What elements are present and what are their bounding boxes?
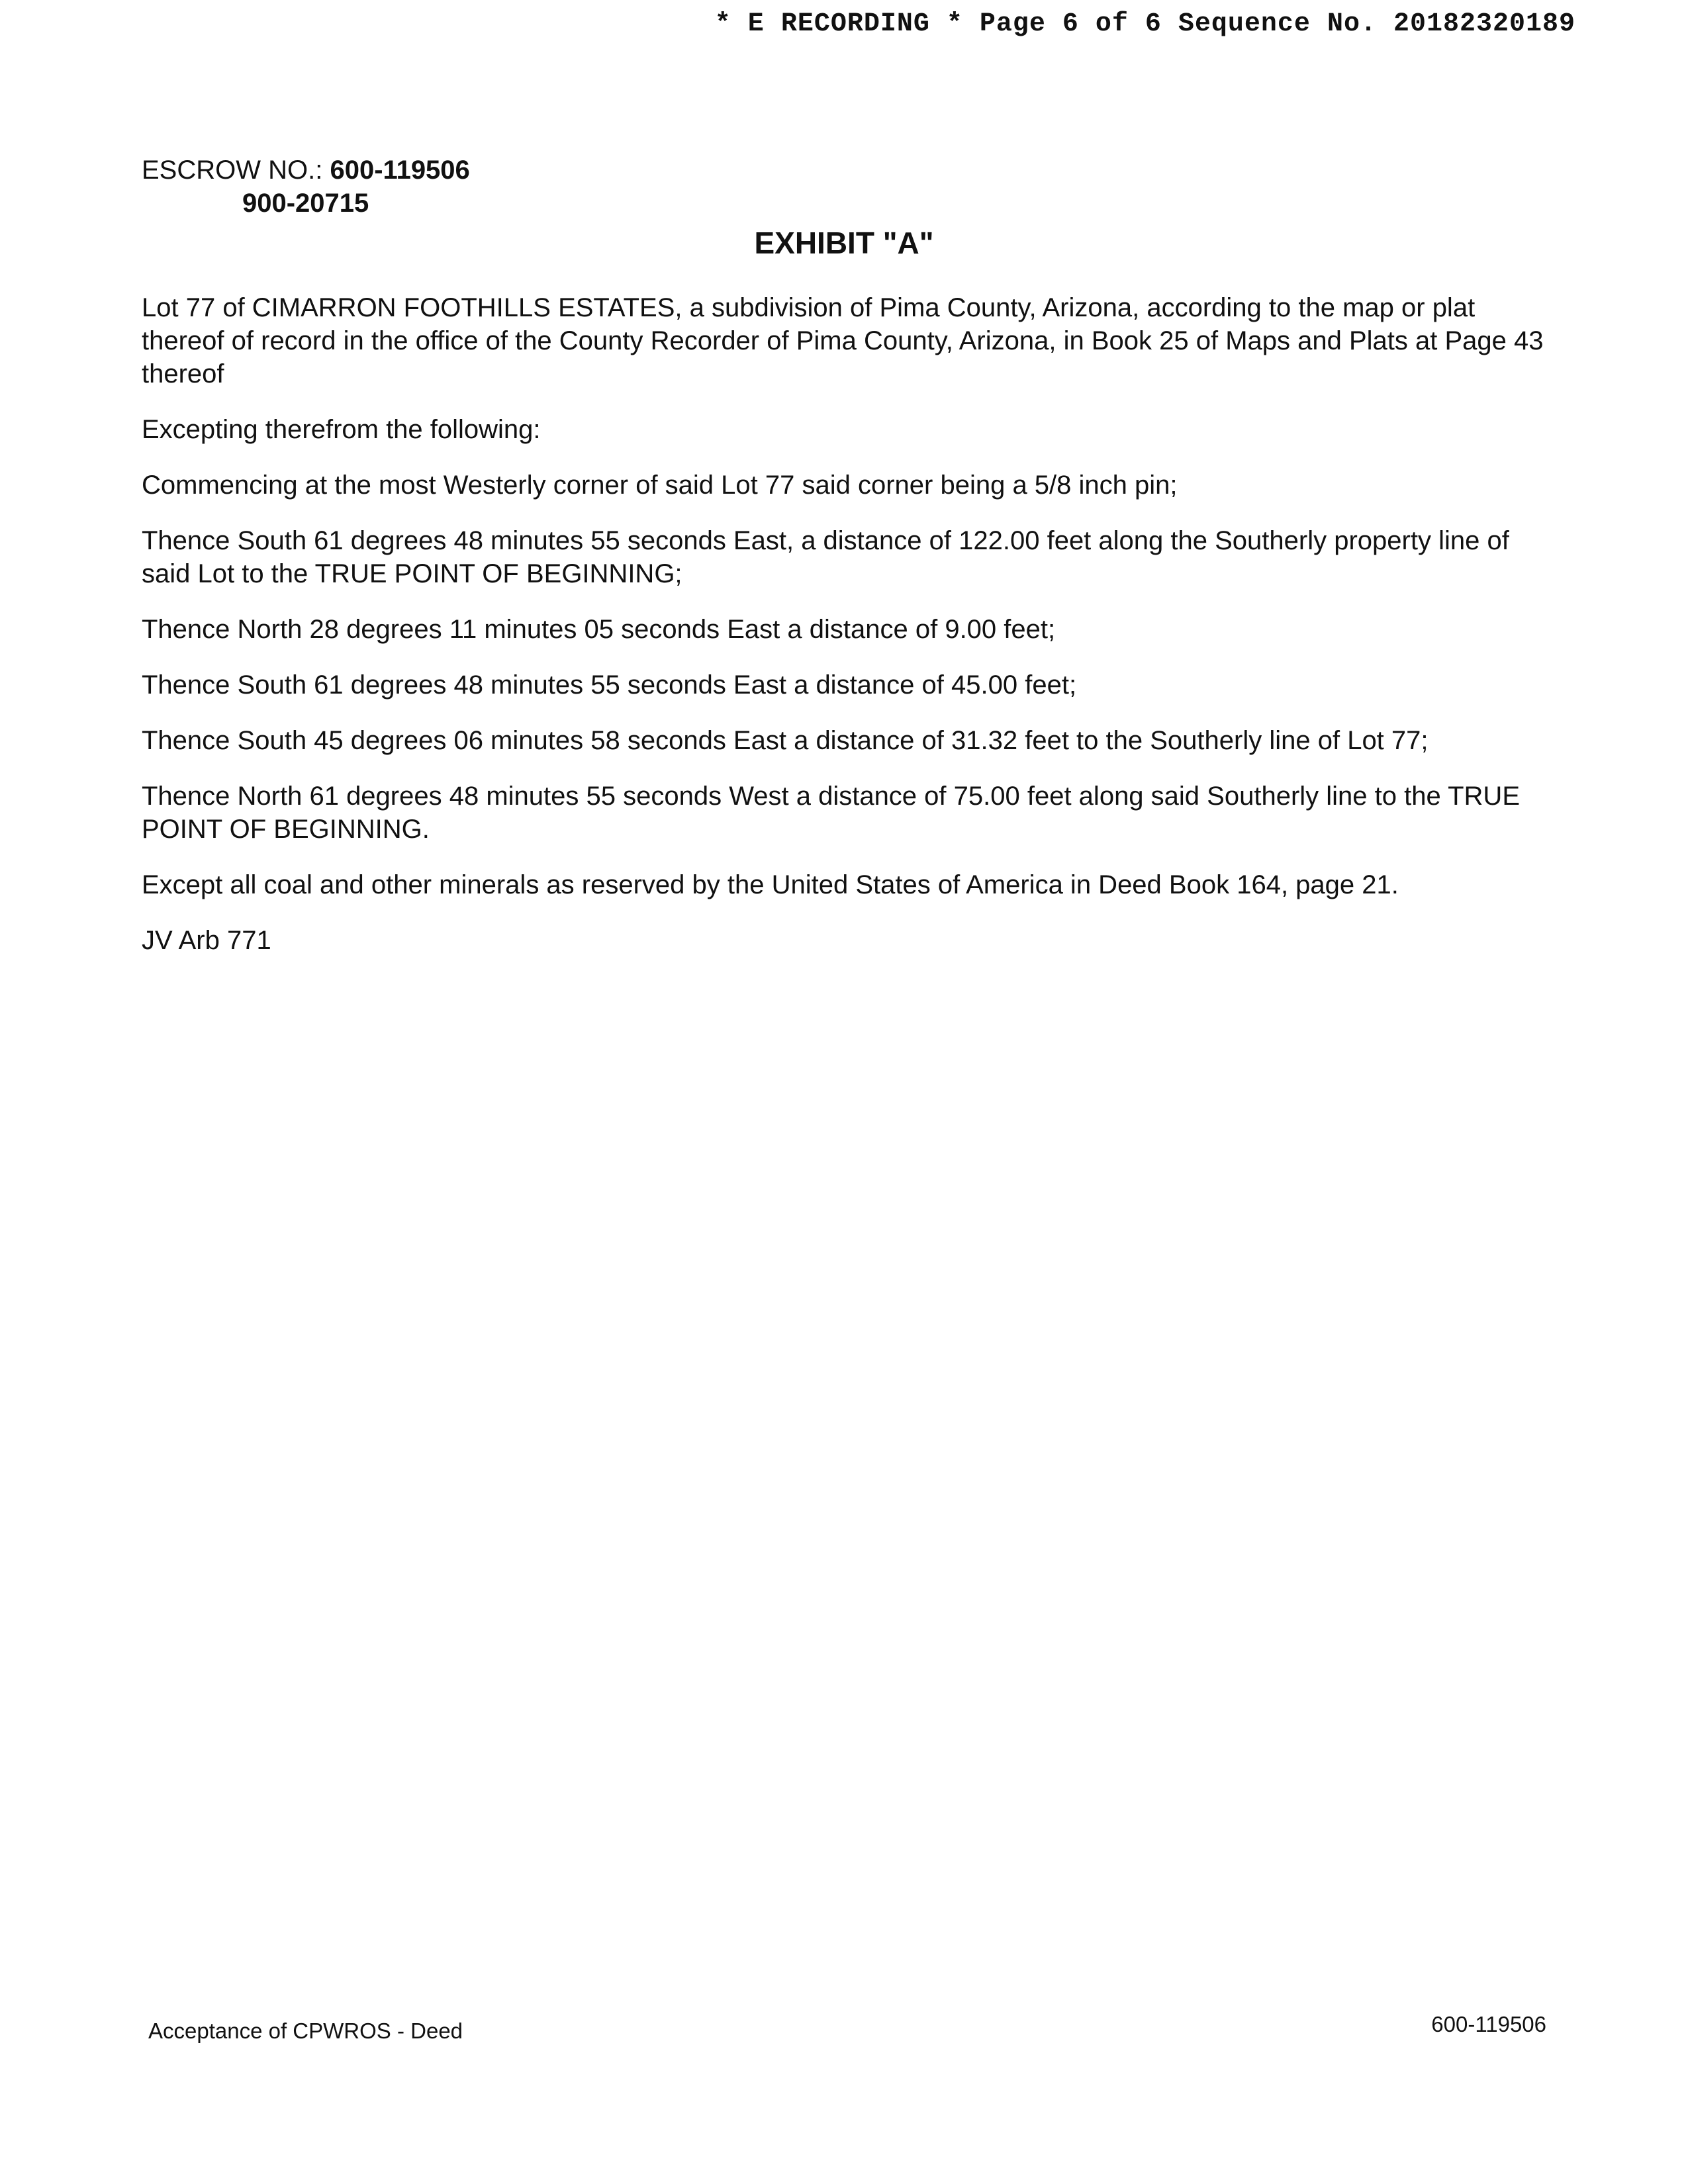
footer-document-title: Acceptance of CPWROS - Deed <box>148 2019 463 2043</box>
paragraph-reference: JV Arb 771 <box>142 926 271 955</box>
recording-stamp: * E RECORDING * Page 6 of 6 Sequence No. 20182320189 <box>714 9 1575 39</box>
paragraph-mineral-exception: Except all coal and other minerals as reserved by the United States of America in Deed Book 164, page 21. <box>142 870 1399 899</box>
legal-description <box>142 291 1558 979</box>
escrow-block <box>142 154 470 220</box>
escrow-number-primary: 600-119506 <box>330 156 470 185</box>
paragraph-commencing: Commencing at the most Westerly corner of said Lot 77 said corner being a 5/8 inch pin; <box>142 471 1178 500</box>
escrow-line <box>142 154 470 187</box>
paragraph-course-2: Thence North 28 degrees 11 minutes 05 seconds East a distance of 9.00 feet; <box>142 615 1056 644</box>
paragraph-course-5: Thence North 61 degrees 48 minutes 55 seconds West a distance of 75.00 feet along said Southerly line to the TRUE POINT OF BEGINNING. <box>142 782 1520 844</box>
exhibit-title: EXHIBIT "A" <box>754 226 934 260</box>
paragraph-lot-description: Lot 77 of CIMARRON FOOTHILLS ESTATES, a subdivision of Pima County, Arizona, according to the map or plat thereof of record in the office of the County Recorder of Pima County, Arizona, in Book 25 of Maps and Plats at Page 43 thereof <box>142 293 1544 388</box>
paragraph-course-4: Thence South 45 degrees 06 minutes 58 seconds East a distance of 31.32 feet to the Southerly line of Lot 77; <box>142 726 1429 755</box>
escrow-number-secondary: 900-20715 <box>242 189 369 218</box>
escrow-label: ESCROW NO.: <box>142 156 323 185</box>
paragraph-course-1: Thence South 61 degrees 48 minutes 55 seconds East, a distance of 122.00 feet along the Southerly property line of said Lot to the TRUE POINT OF BEGINNING; <box>142 526 1509 588</box>
footer-escrow-number: 600-119506 <box>1431 2012 1546 2036</box>
paragraph-course-3: Thence South 61 degrees 48 minutes 55 seconds East a distance of 45.00 feet; <box>142 670 1077 700</box>
paragraph-excepting: Excepting therefrom the following: <box>142 415 541 444</box>
